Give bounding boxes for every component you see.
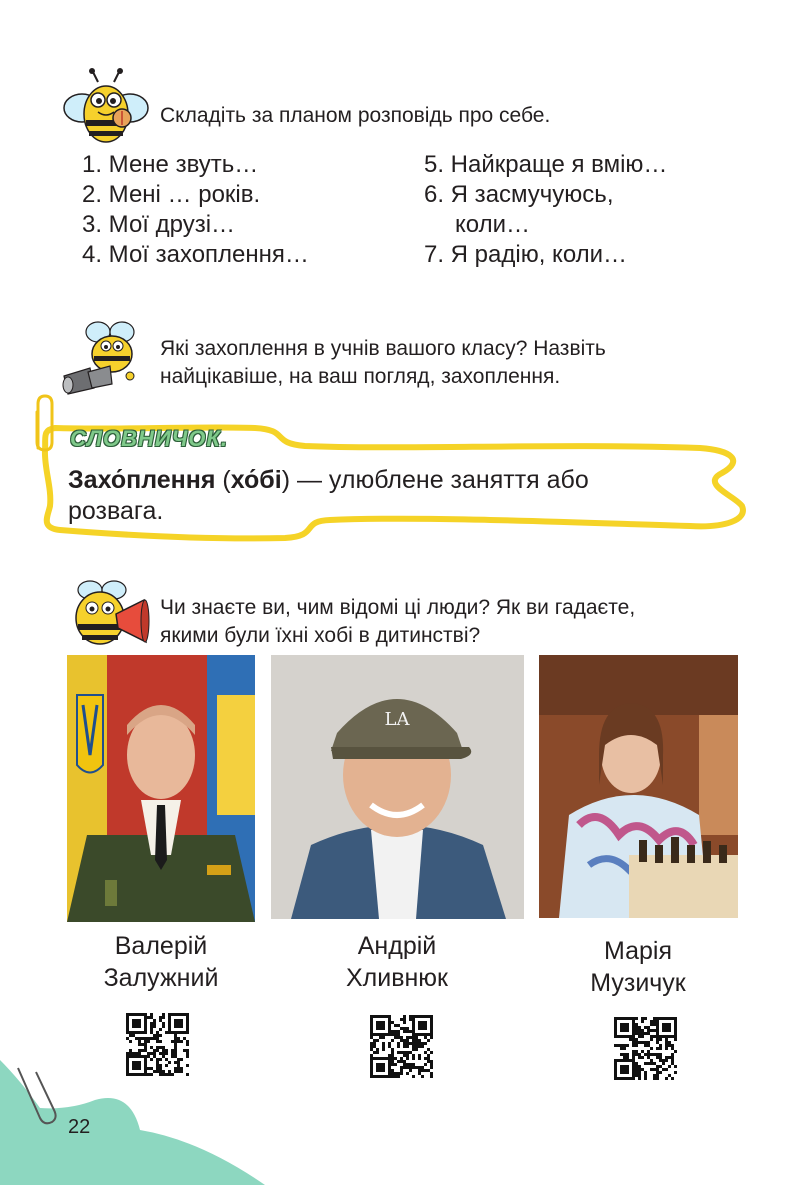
caption-last-name: Хливнюк	[345, 964, 448, 992]
plan-item-6-cont: коли…	[455, 211, 530, 238]
bee-compass-icon	[60, 68, 152, 148]
glossary-open-paren: (	[215, 466, 231, 494]
plan-item-4: 4. Мої захоплення…	[82, 241, 309, 268]
paperclip-icon	[28, 392, 58, 454]
glossary-definition	[68, 465, 728, 527]
photo-khlyvniuk	[271, 655, 524, 919]
qr-code-khlyvniuk[interactable]	[370, 1015, 433, 1078]
caption-khlyvniuk	[297, 930, 497, 994]
plan-item-7: 7. Я радію, коли…	[424, 241, 628, 268]
task2-line1: Які захоплення в учнів вашого класу? Назвіть	[160, 337, 606, 360]
task3-question	[160, 594, 635, 650]
photo-zaluzhnyi	[67, 655, 255, 922]
caption-muzychuk	[538, 935, 738, 999]
plan-item-5: 5. Найкраще я вмію…	[424, 151, 668, 178]
glossary-definition-line2: розвага.	[68, 497, 164, 525]
caption-zaluzhnyi	[61, 930, 261, 994]
plan-item-6: 6. Я засмучуюсь,	[424, 181, 614, 208]
photo-muzychuk	[539, 655, 738, 918]
caption-first-name: Валерій	[114, 932, 208, 960]
page-corner-decoration	[0, 1060, 280, 1185]
bee-binoculars-icon	[60, 318, 150, 396]
plan-item-3: 3. Мої друзі…	[82, 211, 236, 238]
bee-megaphone-icon	[60, 578, 152, 650]
task2-line2: найцікавіше, на ваш погляд, захоплення.	[160, 365, 561, 388]
plan-list-right	[424, 150, 667, 270]
qr-code-muzychuk[interactable]	[614, 1017, 677, 1080]
svg-text:LA: LA	[384, 709, 410, 730]
plan-list-left	[82, 150, 309, 270]
glossary-title: СЛОВНИЧОК.	[70, 426, 229, 451]
glossary-definition-text: ) — улюблене заняття або	[281, 466, 589, 494]
page-number: 22	[68, 1116, 91, 1138]
glossary-synonym: хо́бі	[230, 466, 282, 494]
plan-item-1: 1. Мене звуть…	[82, 151, 259, 178]
task3-line1: Чи знаєте ви, чим відомі ці люди? Як ви гадаєте,	[160, 596, 636, 619]
glossary-term: Захо́плення	[68, 466, 216, 494]
caption-last-name: Залужний	[103, 964, 219, 992]
caption-last-name: Музичук	[590, 969, 686, 997]
task2-question	[160, 335, 606, 391]
task3-line2: якими були їхні хобі в дитинстві?	[160, 624, 481, 647]
caption-first-name: Марія	[603, 937, 672, 965]
task1-instruction: Складіть за планом розповідь про себе.	[160, 104, 551, 127]
caption-first-name: Андрій	[357, 932, 437, 960]
plan-item-2: 2. Мені … років.	[82, 181, 261, 208]
